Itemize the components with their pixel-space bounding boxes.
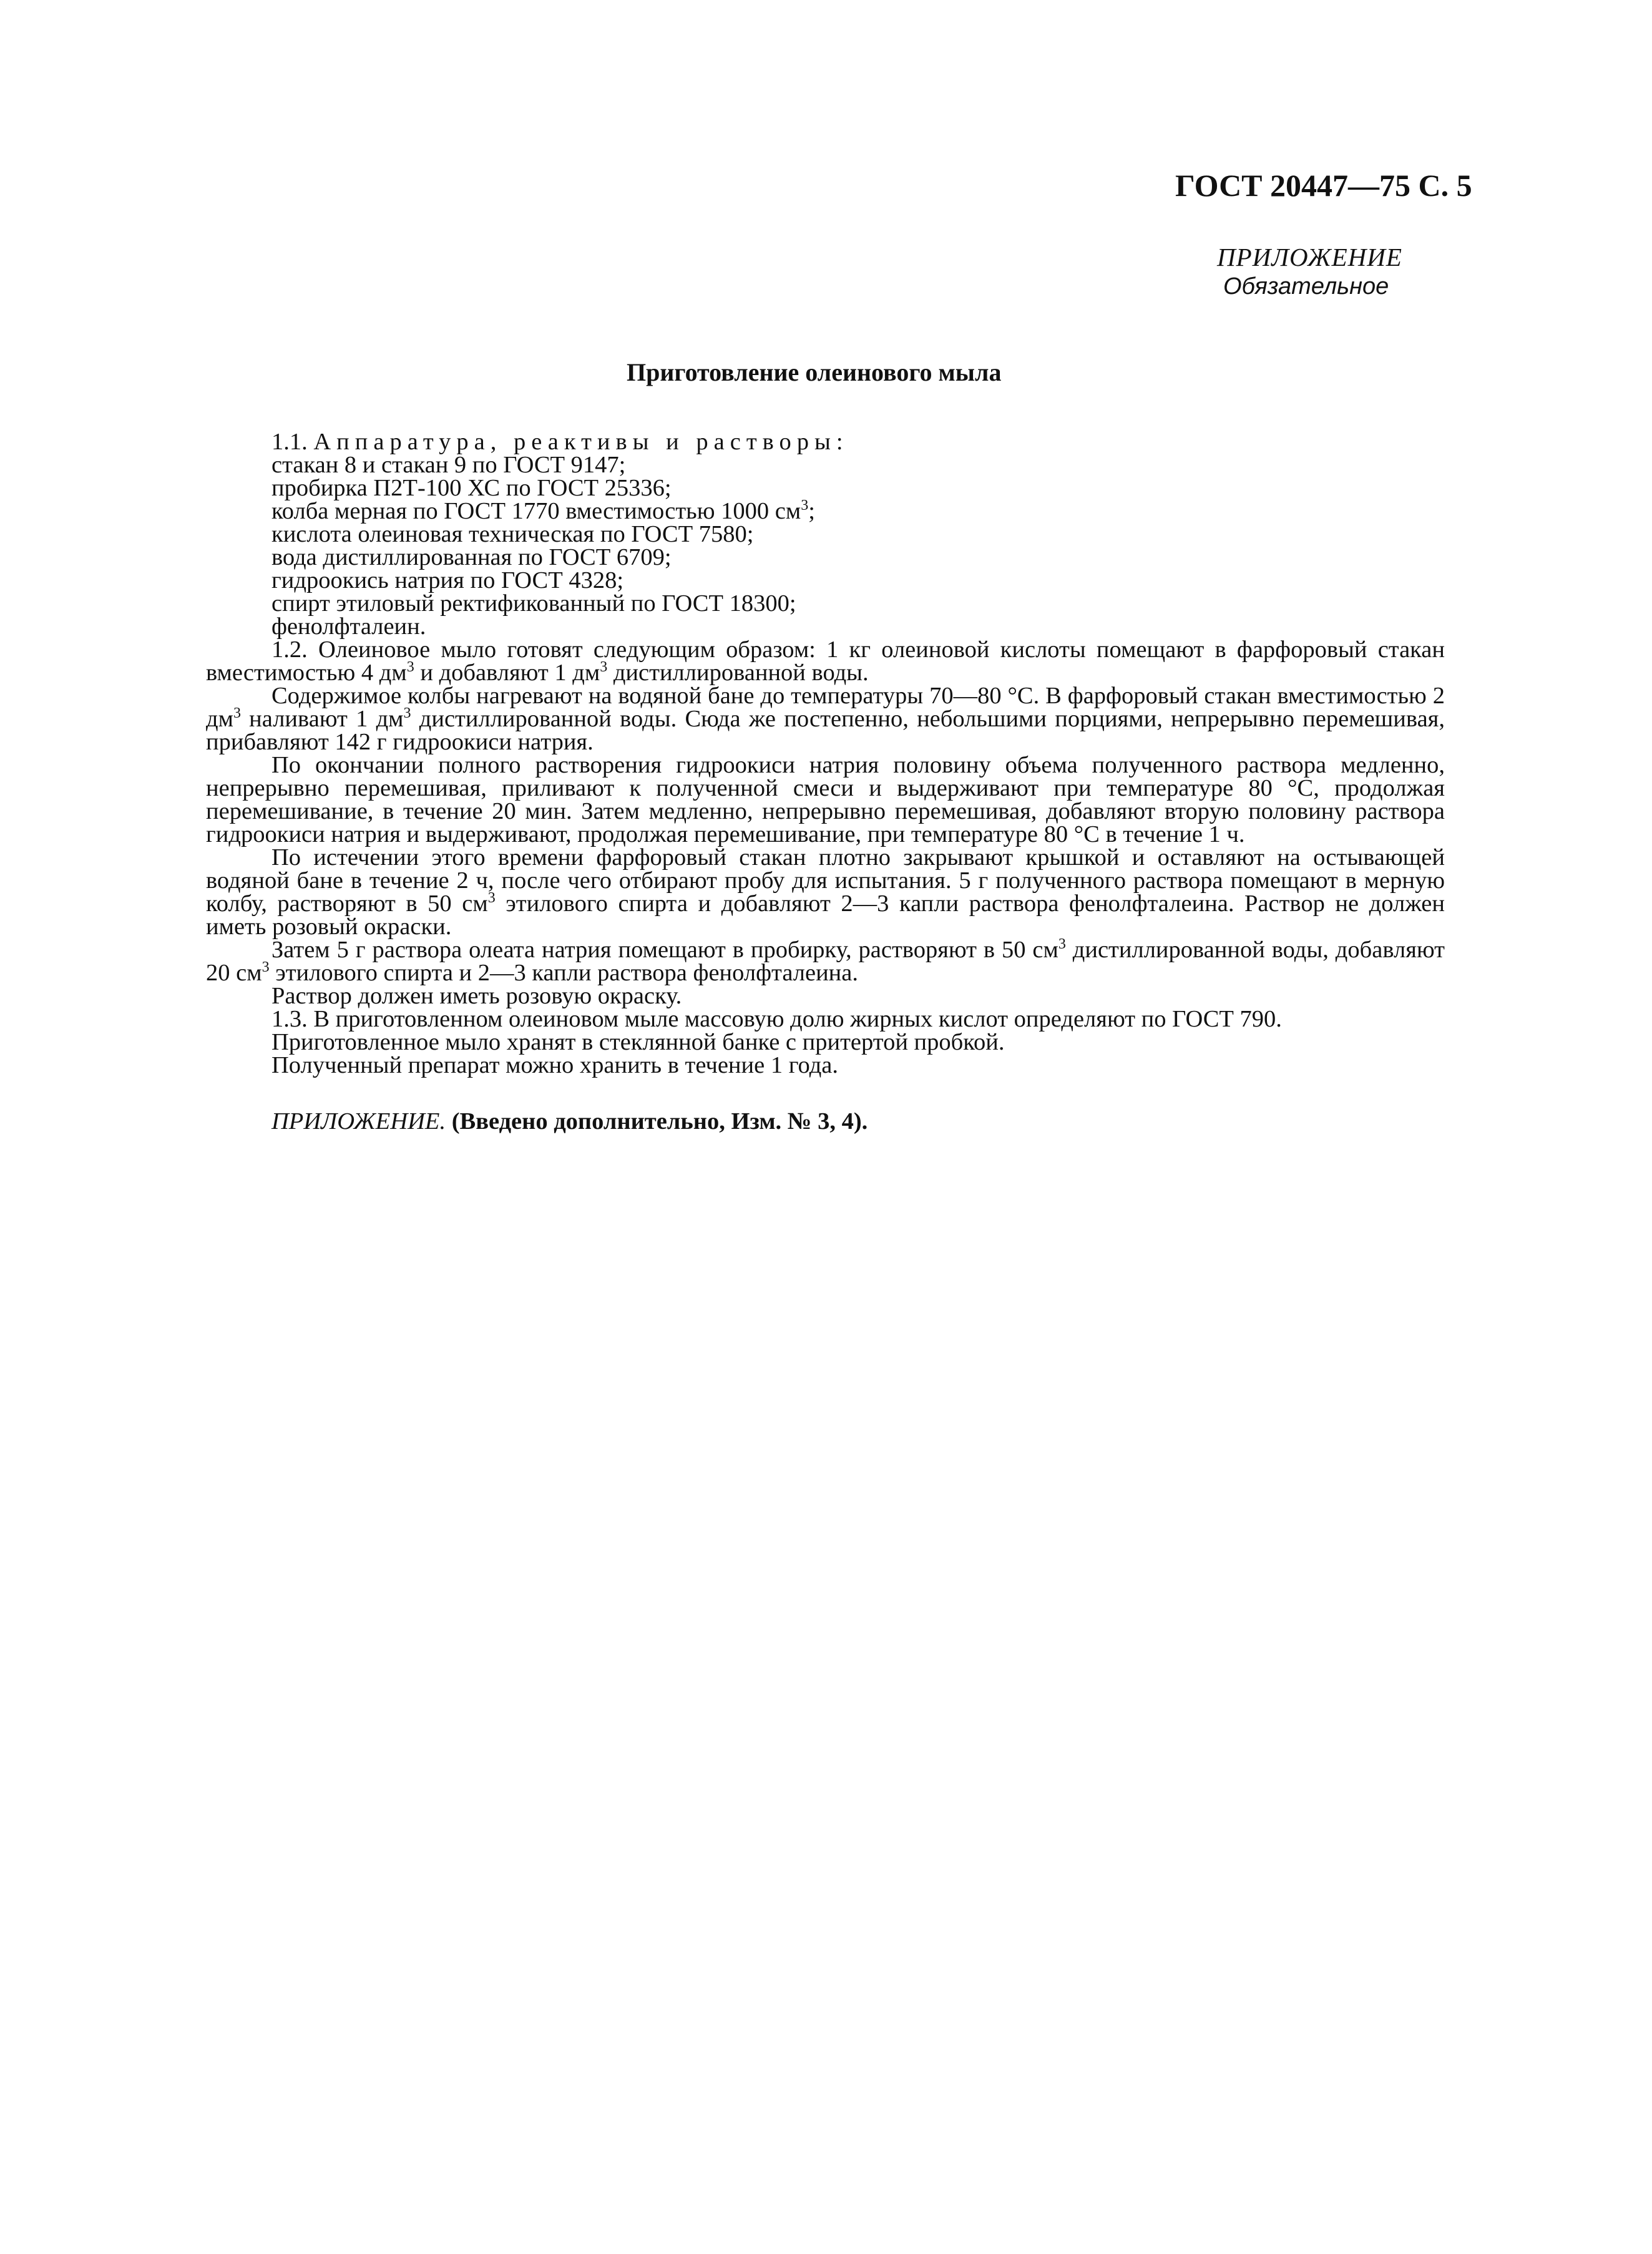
list-item: стакан 8 и стакан 9 по ГОСТ 9147; <box>271 452 626 478</box>
section-1-1-heading <box>206 431 1445 454</box>
paragraph-text: наливают 1 дм <box>240 706 404 732</box>
superscript: 3 <box>600 659 608 675</box>
footer-appendix-label: ПРИЛОЖЕНИЕ. <box>271 1108 446 1134</box>
paragraph-1-2 <box>206 638 1445 685</box>
spacer <box>206 1077 1445 1110</box>
list-item: спирт этиловый ректификованный по ГОСТ 18300; <box>271 590 796 617</box>
list-item: кислота олеиновая техническая по ГОСТ 7580; <box>271 521 754 547</box>
superscript: 3 <box>801 497 809 514</box>
paragraph-text: этилового спирта и 2—3 капли раствора фенолфталеина. <box>269 960 858 986</box>
list-item-tail: ; <box>808 498 815 524</box>
paragraph-text: дистиллированной воды, добавляют 20 см <box>206 937 1445 986</box>
list-item: гидроокись натрия по ГОСТ 4328; <box>271 567 624 593</box>
page-title: Приготовление олеинового мыла <box>627 358 1002 386</box>
superscript: 3 <box>403 705 411 721</box>
appendix-label: ПРИЛОЖЕНИЕ <box>1217 243 1402 271</box>
paragraph-text: По истечении этого времени фарфоровый стакан плотно закрывают крышкой и оставляют на остывающей водяной бане в течение 2 ч, после чего отбирают пробу для испытания. 5 г полученного раствора помещают в мерную колбу, растворяют в 50 см <box>206 844 1445 917</box>
paragraph-text: 1.2. Олеиновое мыло готовят следующим образом: 1 кг олеиновой кислоты помещают в фарфоровый стакан вместимостью 4 дм <box>206 637 1445 686</box>
superscript: 3 <box>233 705 241 721</box>
section-number: 1.1. <box>271 429 314 455</box>
list-item: фенолфталеин. <box>271 613 426 640</box>
paragraph-control <box>206 936 1445 986</box>
paragraph-dissolution: По окончании полного растворения гидроокиси натрия половину объема полученного раствора медленно, непрерывно перемешивая, приливают к полученной смеси и выдерживают при температуре 80 °С, продолжая перемешивание, в течение 20 мин. Затем медленно, непрерывно перемешивая, добавляют вторую половину раствора гидроокиси натрия и выдерживают, продолжая перемешивание, при температуре 80 °С в течение 1 ч. <box>206 752 1445 847</box>
paragraph-sampling <box>206 846 1445 939</box>
document-header: ГОСТ 20447—75 С. 5 <box>1175 168 1472 203</box>
appendix-status: Обязательное <box>1223 273 1389 300</box>
footer-amendment: (Введено дополнительно, Изм. № 3, 4). <box>446 1108 868 1134</box>
paragraph-storage: Приготовленное мыло хранят в стеклянной банке с притертой пробкой. <box>271 1029 1005 1055</box>
superscript: 3 <box>261 959 270 975</box>
superscript: 3 <box>406 659 414 675</box>
paragraph-1-3: 1.3. В приготовленном олеиновом мыле массовую долю жирных кислот определяют по ГОСТ 790. <box>271 1006 1282 1032</box>
list-item-text: колба мерная по ГОСТ 1770 вместимостью 1000 см <box>271 498 801 524</box>
superscript: 3 <box>1058 936 1066 952</box>
list-item: пробирка П2Т-100 ХС по ГОСТ 25336; <box>271 475 672 501</box>
document-body <box>206 431 1445 1133</box>
paragraph-shelf-life: Полученный препарат можно хранить в течение 1 года. <box>271 1052 839 1078</box>
paragraph-heating <box>206 685 1445 754</box>
list-item: вода дистиллированная по ГОСТ 6709; <box>271 544 672 570</box>
paragraph-text: дистиллированной воды. Сюда же постепенно, небольшими порциями, непрерывно перемешивая, прибавляют 142 г гидроокиси натрия. <box>206 706 1445 755</box>
paragraph-text: дистиллированной воды. <box>607 660 869 686</box>
section-heading-text: Аппаратура, реактивы и растворы: <box>313 429 849 455</box>
paragraph-text: и добавляют 1 дм <box>414 660 600 686</box>
footer-note <box>206 1110 1445 1133</box>
paragraph-text: этилового спирта и добавляют 2—3 капли раствора фенолфталеина. Раствор не должен иметь розовый окраски. <box>206 890 1445 940</box>
paragraph-result: Раствор должен иметь розовую окраску. <box>271 983 682 1009</box>
list-item <box>206 497 1445 524</box>
superscript: 3 <box>487 890 496 906</box>
paragraph-text: Затем 5 г раствора олеата натрия помещают в пробирку, растворяют в 50 см <box>271 937 1058 963</box>
paragraph-text: Содержимое колбы нагревают на водяной бане до температуры 70—80 °С. В фарфоровый стакан вместимостью 2 дм <box>206 683 1445 732</box>
